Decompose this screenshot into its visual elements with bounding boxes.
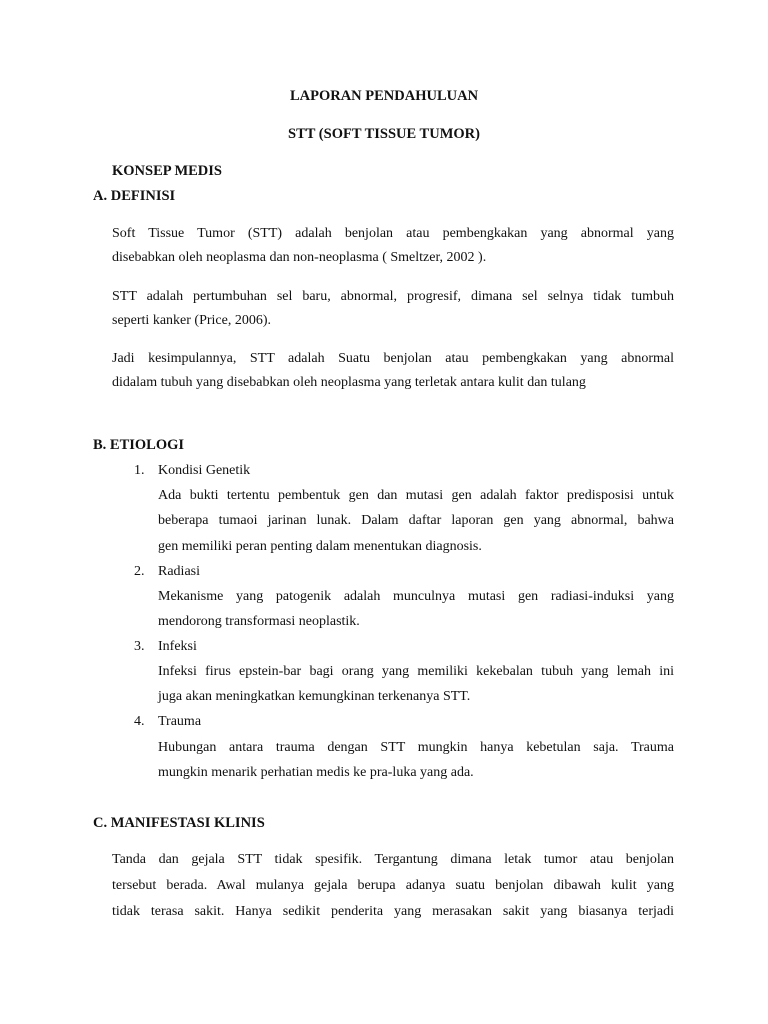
list-item-line: beberapa tumaoi jarinan lunak. Dalam daftar laporan gen yang abnormal, bahwa <box>158 513 674 528</box>
definisi-p3-line1: Jadi kesimpulannya, STT adalah Suatu benjolan atau pembengkakan yang abnormal <box>112 351 674 366</box>
list-item-line: Hubungan antara trauma dengan STT mungkin hanya kebetulan saja. Trauma <box>158 740 674 755</box>
list-item-number: 4. <box>134 714 145 729</box>
heading-etiologi: B. ETIOLOGI <box>93 437 185 453</box>
list-item-line: gen memiliki peran penting dalam menentukan diagnosis. <box>158 539 482 554</box>
list-item-title: Kondisi Genetik <box>158 463 251 478</box>
definisi-p2-line2: seperti kanker (Price, 2006). <box>112 313 271 328</box>
list-item-line: mungkin menarik perhatian medis ke pra-luka yang ada. <box>158 765 474 780</box>
document-title: LAPORAN PENDAHULUAN <box>289 88 479 104</box>
list-item-line: mendorong transformasi neoplastik. <box>158 614 360 629</box>
document-subtitle: STT (SOFT TISSUE TUMOR) <box>288 126 480 142</box>
manifestasi-line2: tersebut berada. Awal mulanya gejala berupa adanya suatu benjolan dibawah kulit yang <box>112 878 674 893</box>
list-item-number: 3. <box>134 639 145 654</box>
list-item-line: Mekanisme yang patogenik adalah munculnya mutasi gen radiasi-induksi yang <box>158 589 674 604</box>
list-item-number: 1. <box>134 463 145 478</box>
list-item-line: Infeksi firus epstein-bar bagi orang yang memiliki kekebalan tubuh yang lemah ini <box>158 664 674 679</box>
heading-manifestasi-klinis: C. MANIFESTASI KLINIS <box>93 815 265 831</box>
definisi-p1-line1: Soft Tissue Tumor (STT) adalah benjolan atau pembengkakan yang abnormal yang <box>112 226 674 241</box>
list-item-line: Ada bukti tertentu pembentuk gen dan mutasi gen adalah faktor predisposisi untuk <box>158 488 674 503</box>
list-item-line: juga akan meningkatkan kemungkinan terkenanya STT. <box>158 689 471 704</box>
definisi-p1-line2: disebabkan oleh neoplasma dan non-neoplasma ( Smeltzer, 2002 ). <box>112 250 487 265</box>
list-item-title: Radiasi <box>158 564 200 579</box>
list-item-title: Infeksi <box>158 639 197 654</box>
heading-definisi: A. DEFINISI <box>93 188 176 204</box>
list-item-number: 2. <box>134 564 145 579</box>
manifestasi-line3: tidak terasa sakit. Hanya sedikit penderita yang merasakan sakit yang biasanya terjadi <box>112 904 674 919</box>
list-item-title: Trauma <box>158 714 202 729</box>
section-konsep-medis: KONSEP MEDIS <box>112 163 222 179</box>
definisi-p2-line1: STT adalah pertumbuhan sel baru, abnormal, progresif, dimana sel selnya tidak tumbuh <box>112 289 674 304</box>
manifestasi-line1: Tanda dan gejala STT tidak spesifik. Tergantung dimana letak tumor atau benjolan <box>112 852 674 867</box>
definisi-p3-line2: didalam tubuh yang disebabkan oleh neoplasma yang terletak antara kulit dan tulang <box>112 375 586 390</box>
